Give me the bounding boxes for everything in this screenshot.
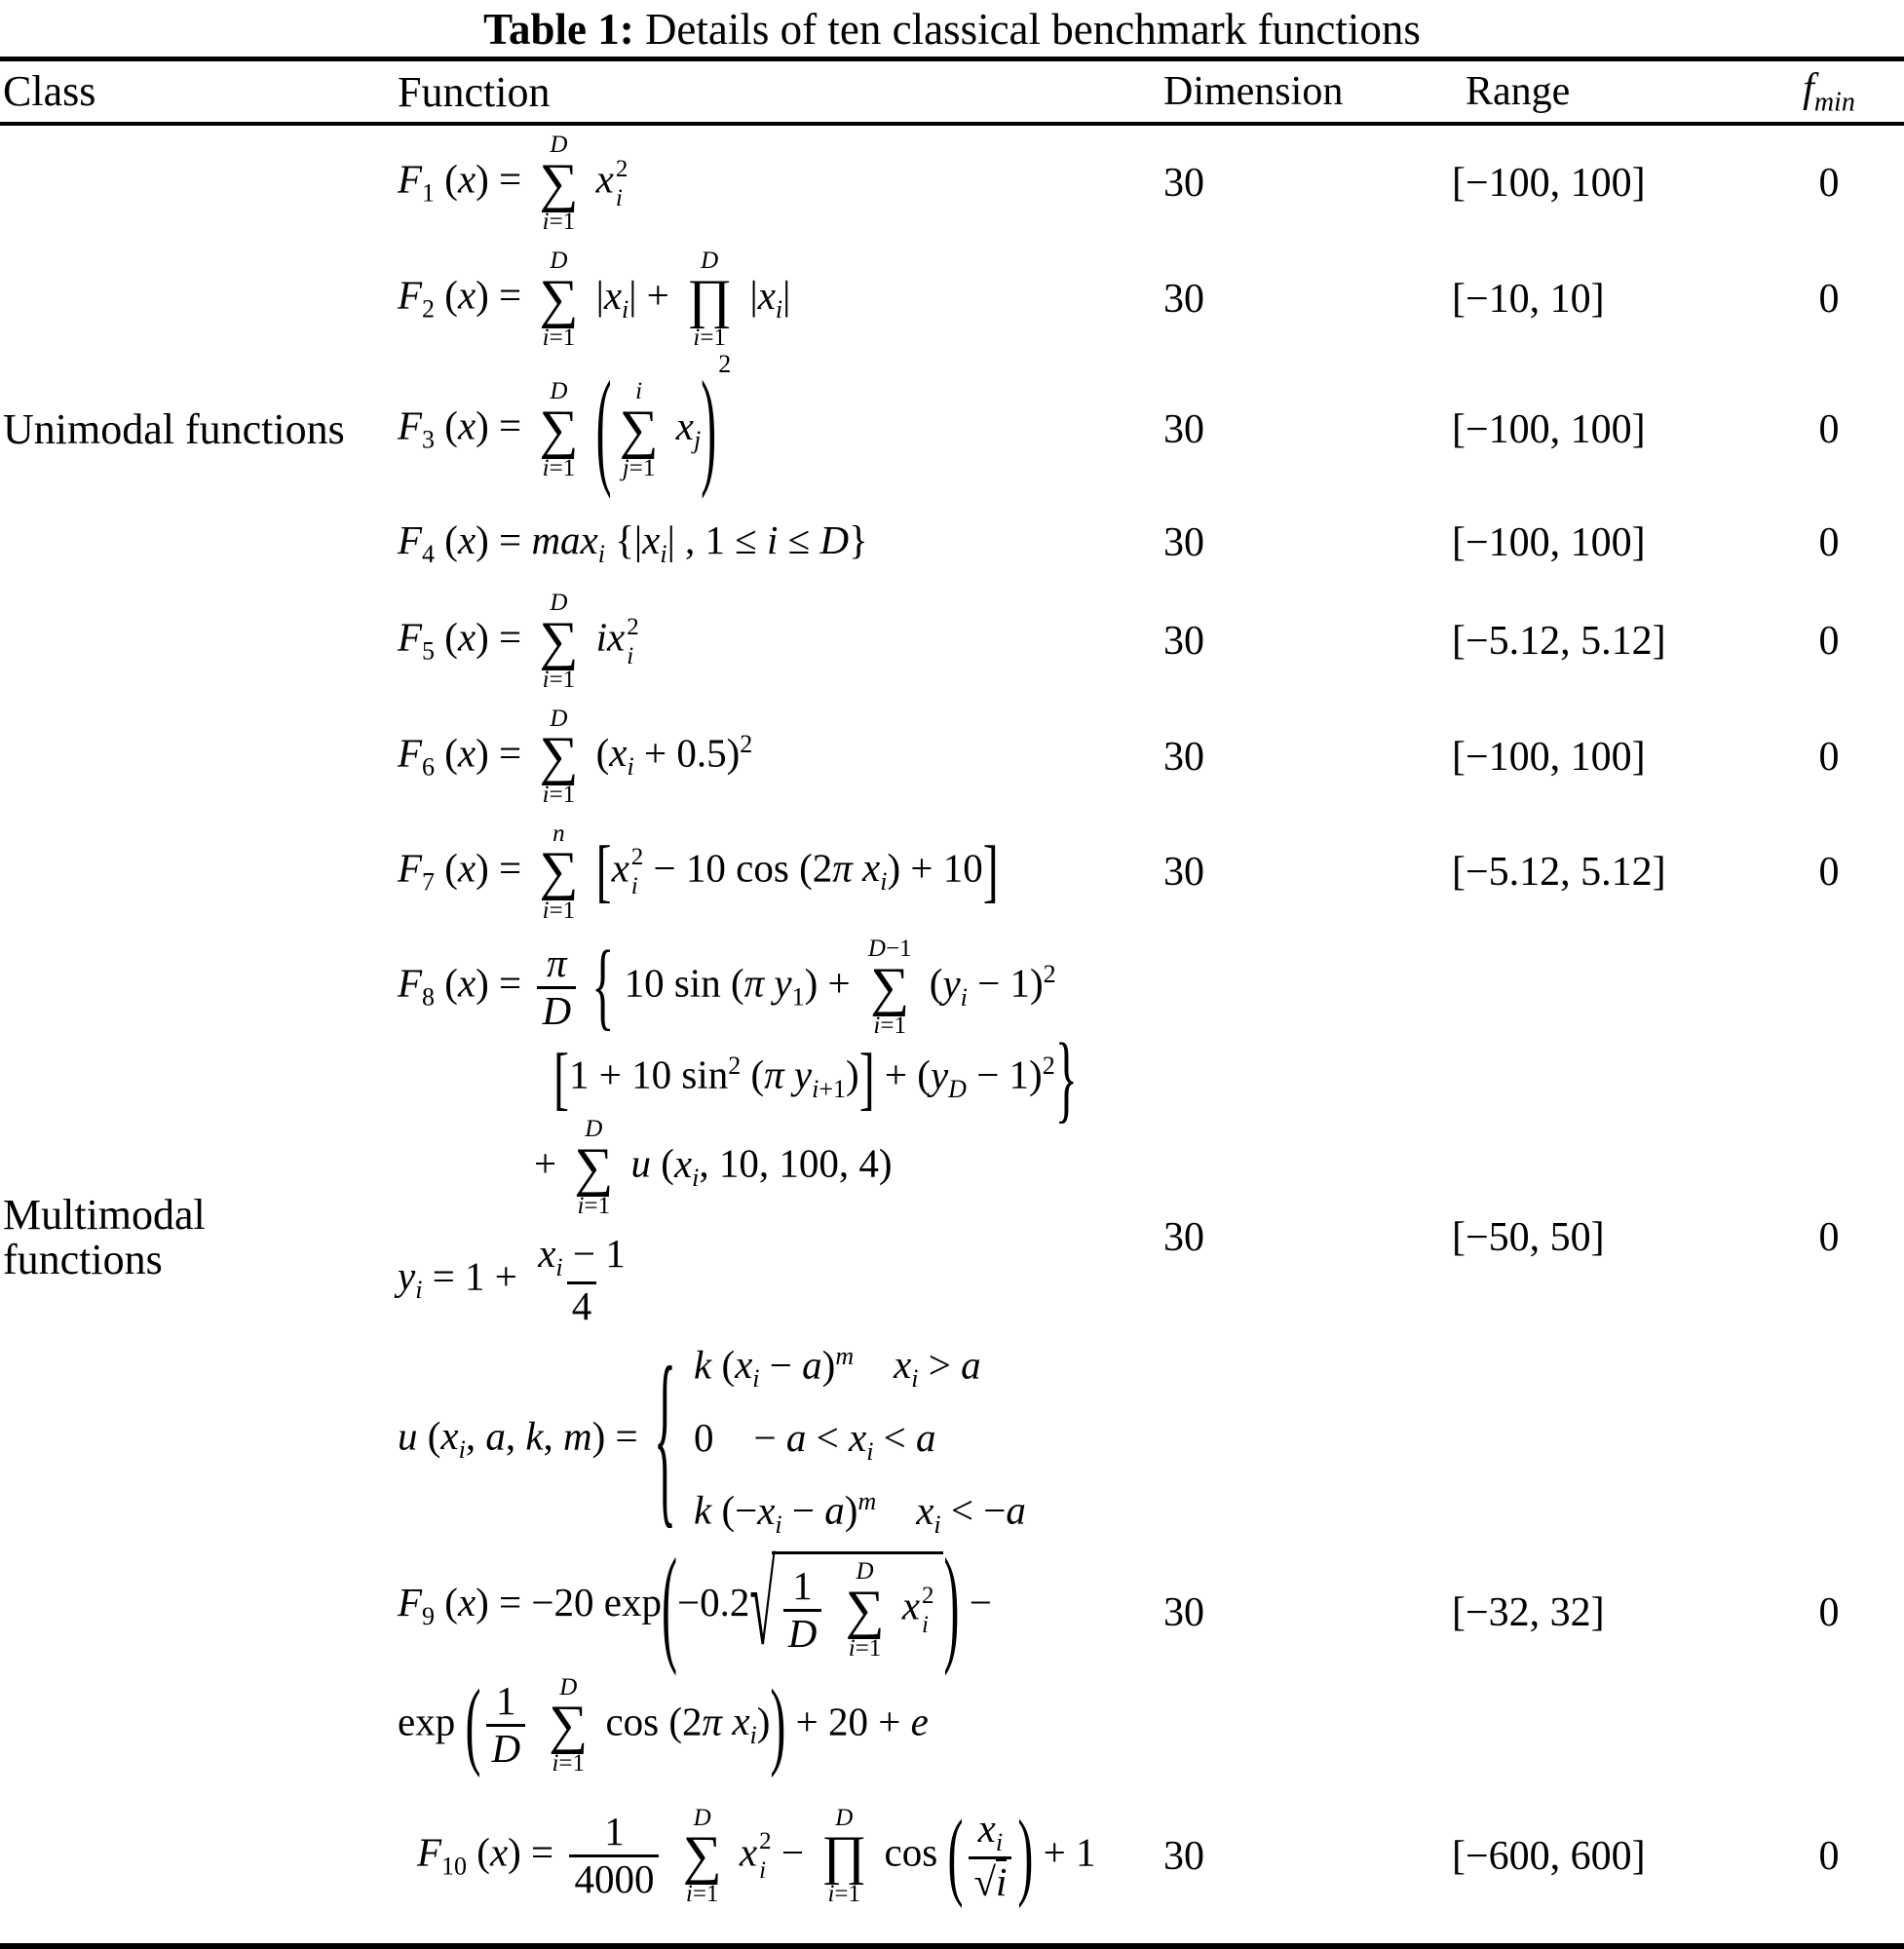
row-fmin-value: 0 (1818, 849, 1840, 895)
column-header-range: Range (1466, 69, 1571, 114)
row-dimension-value: 30 (1163, 1215, 1204, 1261)
row-function-formula: $F_4$ $(x) = \max_i \{|x_i|$ , 1 ≤ i ≤ D} (398, 517, 868, 569)
row-range-value: [−10, 10] (1452, 277, 1605, 323)
row-function-formula: $F_2$ (x) = D ∑ i=1 $|x_i|$ + D ∏ i=1 $|x_i|$ (398, 248, 791, 351)
table-caption-text: Details of ten classical benchmark functions (644, 5, 1421, 54)
table-row (0, 502, 1904, 584)
row-fmin-value: 0 (1818, 277, 1840, 323)
column-header-class: Class (3, 66, 96, 115)
table-row (0, 1533, 1904, 1783)
row-fmin-value: 0 (1818, 619, 1840, 665)
row-class-label: Unimodal functions (3, 405, 345, 454)
table-row (0, 700, 1904, 815)
table-body (0, 126, 1904, 1930)
row-function-formula: $F_6$ (x) = D ∑ i=1 $(x_i + 0.5)^2$ (398, 705, 753, 809)
row-range-value: [−32, 32] (1452, 1590, 1605, 1636)
table-row (0, 241, 1904, 358)
column-header-fmin: $f_{min}$ (1803, 65, 1855, 118)
row-range-value: [−100, 100] (1452, 520, 1646, 566)
row-dimension-value: 30 (1163, 520, 1204, 566)
row-dimension-value: 30 (1163, 407, 1204, 453)
row-range-value: [−600, 600] (1452, 1833, 1646, 1879)
row-fmin-value: 0 (1818, 407, 1840, 453)
table-row (0, 815, 1904, 930)
row-dimension-value: 30 (1163, 849, 1204, 895)
row-range-value: [−100, 100] (1452, 407, 1646, 453)
row-fmin-value: 0 (1818, 520, 1840, 566)
table-header-row (0, 61, 1904, 122)
row-dimension-value: 30 (1163, 734, 1204, 780)
row-range-value: [−50, 50] (1452, 1215, 1605, 1261)
row-function-formula: $F_{10}$ (x) = $\frac{1}{4000}$ D ∑ i=1 x 2 i − D ∏ i=1 cos ( $\frac{x_i}{√i}$ ) + 1 (417, 1801, 1096, 1910)
row-function-formula: $F_9$ (x) = −20 exp(−0.2 √ $\frac{1}{D}$ D ∑ i=1 x 2 i ) − exp ( $\frac{1}{D}$ D ∑ i=1 cos (2π $x_i)) + 20 + e$ (398, 1533, 992, 1779)
row-dimension-value: 30 (1163, 277, 1204, 323)
row-function-formula: $F_1$ (x) = D ∑ i=1 x 2 i (398, 132, 628, 235)
bottom-rule (0, 1943, 1904, 1949)
row-dimension-value: 30 (1163, 1833, 1204, 1879)
row-fmin-value: 0 (1818, 1215, 1840, 1261)
row-range-value: [−5.12, 5.12] (1452, 849, 1666, 895)
row-dimension-value: 30 (1163, 161, 1204, 207)
table-caption-label: Table 1: (483, 5, 634, 54)
table-row (0, 930, 1904, 1546)
row-function-formula: $F_8$ (x) = $\frac{\pi}{D}$ { 10 sin (π $y_1$) + D−1 ∑ i=1 $(y_i - 1)^2$ [1 + 10 $\sin^2 (\pi$ $y_{i+1})] + (y_D - 1)^2$} + D ∑ i=1 u ($x_i$, 10, 100, 4) $y_i = 1$ + $\frac{x_i - 1}{4}$ u ($x_i$, a, k, m) = { k $(x_i - a)^m$ $x_i > a$ 0 − $a < x_i < a$ k $(-x_i - a)^m$ $x_i < -a$ (398, 932, 1078, 1548)
table-row (0, 1783, 1904, 1930)
row-range-value: [−5.12, 5.12] (1452, 619, 1666, 665)
row-function-formula: $F_7$ (x) = n ∑ i=1 [x 2 i − 10 cos (2π $x_i) + 10$] (398, 820, 999, 924)
row-function-formula: $F_3$ (x) = D ∑ i=1 ( i ∑ j=1 $x_j)^2$ (398, 350, 732, 502)
row-dimension-value: 30 (1163, 1590, 1204, 1636)
row-function-formula: $F_5$ (x) = D ∑ i=1 ix 2 i (398, 590, 639, 694)
row-range-value: [−100, 100] (1452, 734, 1646, 780)
column-header-function: Function (398, 67, 551, 116)
row-class-label: Multimodal functions (3, 1190, 206, 1284)
row-dimension-value: 30 (1163, 619, 1204, 665)
row-fmin-value: 0 (1818, 734, 1840, 780)
table-row (0, 126, 1904, 241)
row-fmin-value: 0 (1818, 1833, 1840, 1879)
table-row (0, 350, 1904, 502)
row-fmin-value: 0 (1818, 1590, 1840, 1636)
table-row (0, 584, 1904, 699)
table-caption (0, 0, 1904, 57)
row-range-value: [−100, 100] (1452, 161, 1646, 207)
row-fmin-value: 0 (1818, 161, 1840, 207)
column-header-dimension: Dimension (1163, 69, 1344, 114)
